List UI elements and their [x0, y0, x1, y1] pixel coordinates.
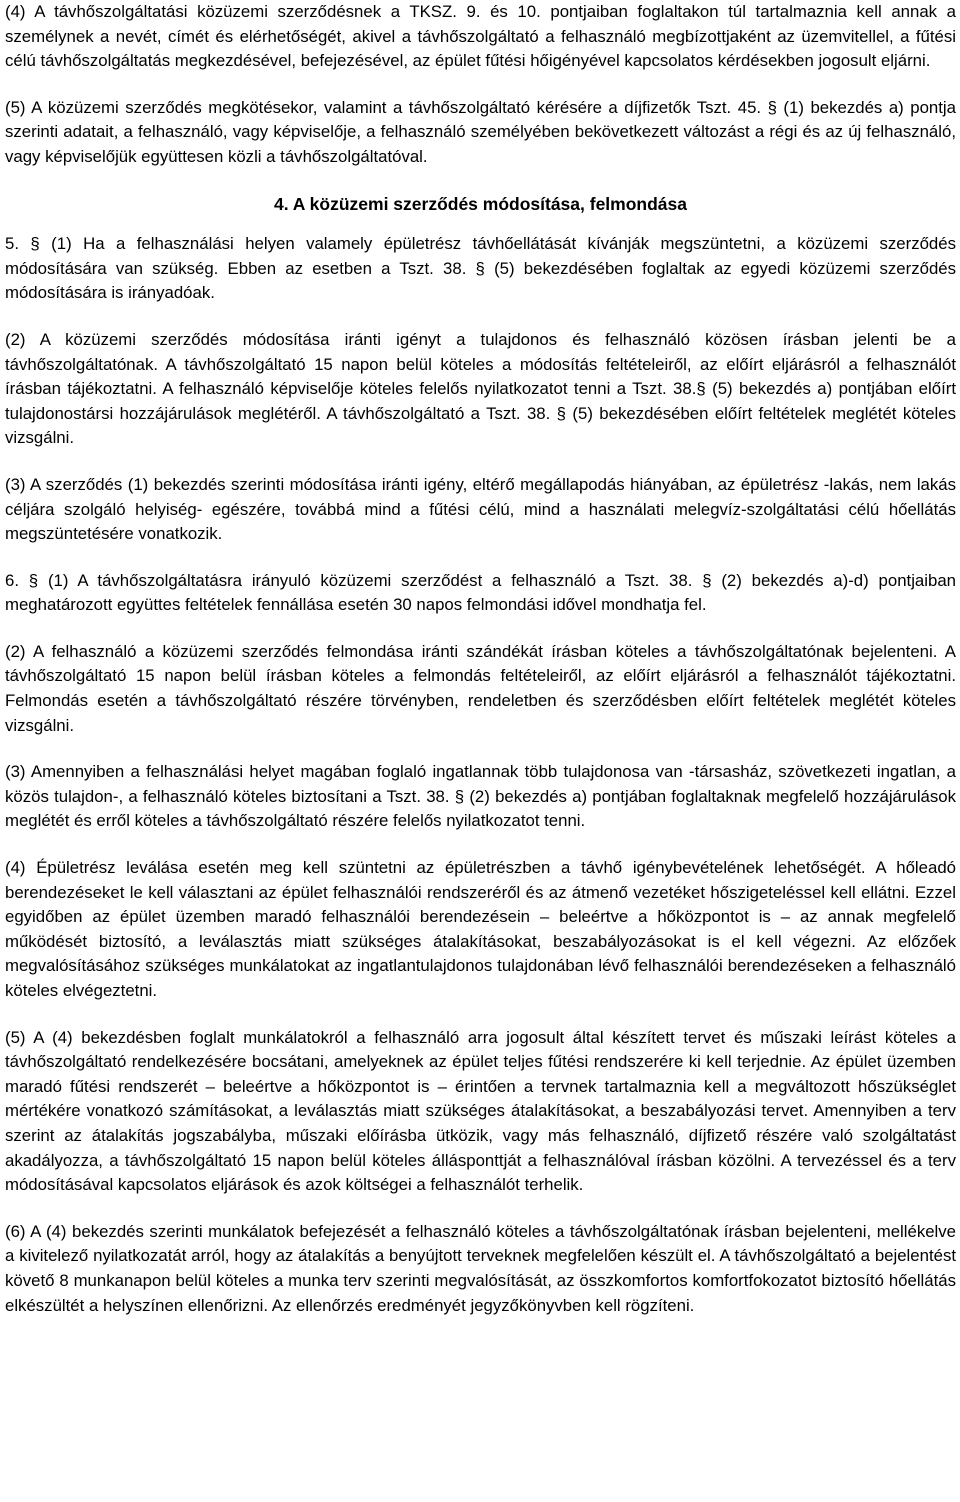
paragraph-6-4: (4) Épületrész leválása esetén meg kell szüntetni az épületrészben a távhő igénybevételének lehetőségét. A hőleadó berendezéseket le kell választani az épület felhasználói rendszeréről és az átmenő vezetéket hőszigeteléssel kell ellátni. Ezzel egyidőben az épület üzemben maradó felhasználói berendezésein – beleértve a hőközpontot is – az annak megfelelő működését biztosító, a leválasztás miatt szükséges átalakításokat, beszabályozásokat is el kell végezni. Az előzőek megvalósításához szükséges munkálatokat az ingatlantulajdonos tulajdonában lévő felhasználói berendezéseken a felhasználó köteles elvégeztetni.	[5, 858, 956, 1000]
paragraph-5-1: 5. § (1) Ha a felhasználási helyen valamely épületrész távhőellátását kívánják megszüntetni, a közüzemi szerződés módosítására van szükség. Ebben az esetben a Tszt. 38. § (5) bekezdésében foglaltak az egyedi közüzemi szerződés módosítására is irányadóak.	[5, 234, 956, 303]
paragraph-5-3: (3) A szerződés (1) bekezdés szerinti módosítása iránti igény, eltérő megállapodás hiányában, az épületrész -lakás, nem lakás céljára szolgáló helyiség- egészére, továbbá mind a fűtési célú, mind a használati melegvíz-szolgáltatási célú hőellátás megszüntetésére vonatkozik.	[5, 474, 956, 544]
paragraph-6-3: (3) Amennyiben a felhasználási helyet magában foglaló ingatlannak több tulajdonosa van -társasház, szövetkezeti ingatlan, a közös tulajdon-, a felhasználó köteles biztosítani a Tszt. 38. § (2) bekezdés a) pontjában foglaltaknak megfelelő hozzájárulások meglétét és erről köteles a távhőszolgáltató részére felelős nyilatkozatot tenni.	[5, 762, 956, 831]
paragraph-6-5: (5) A (4) bekezdésben foglalt munkálatokról a felhasználó arra jogosult által készített tervet és műszaki leírást köteles a távhőszolgáltató rendelkezésére bocsátani, amelyeknek az épület teljes fűtési rendszerére ki kell terjednie. Az épület üzemben maradó fűtési rendszerét – beleértve a hőközpontot is – érintően a tervnek tartalmaznia kell a megváltozott hőszükséglet mértékére vonatkozó számításokat, a leválasztás miatt szükséges átalakításokat, a beszabályozási tervet. Amennyiben a terv szerint az átalakítás jogszabályba, műszaki előírásba ütközik, vagy más felhasználó, díjfizető részére való szolgáltatást akadályozza, a távhőszolgáltató 15 napon belül köteles állásponttját a felhasználóval írásban közölni. A tervezéssel és a terv módosításával kapcsolatos eljárások és azok költségei a felhasználót terhelik.	[5, 1027, 956, 1195]
paragraph-5: (5) A közüzemi szerződés megkötésekor, valamint a távhőszolgáltató kérésére a díjfizetők Tszt. 45. § (1) bekezdés a) pontja szerinti adatait, a felhasználó, vagy képviselője, a felhasználó személyében bekövetkezett változást a régi és az új felhasználó, vagy képviselőjük együttesen közli a távhőszolgáltatóval.	[5, 97, 956, 166]
paragraph-4: (4) A távhőszolgáltatási közüzemi szerződésnek a TKSZ. 9. és 10. pontjaiban foglaltakon túl tartalmaznia kell annak a személynek a nevét, címét és elérhetőségét, akivel a távhőszolgáltató a felhasználó megbízottjaként az üzemvitellel, a fűtési célú távhőszolgáltatás megkezdésével, befejezésével, az épület fűtési hőigényével kapcsolatos kérdésekben jogosult eljárni.	[5, 2, 956, 71]
paragraph-5-2: (2) A közüzemi szerződés módosítása iránti igényt a tulajdonos és felhasználó közösen írásban jelenti be a távhőszolgáltatónak. A távhőszolgáltató 15 napon belül köteles a módosítás feltételeiről, az előírt eljárásról a felhasználót írásban tájékoztatni. A felhasználó képviselője köteles felelős nyilatkozatot tenni a Tszt. 38.§ (5) bekezdés a) pontjában előírt tulajdonostársi hozzájárulások meglétéről. A távhőszolgáltató a Tszt. 38. § (5) bekezdésében előírt feltételek meglétét köteles vizsgálni.	[5, 329, 956, 448]
paragraph-6-1: 6. § (1) A távhőszolgáltatásra irányuló közüzemi szerződést a felhasználó a Tszt. 38. § (2) bekezdés a)-d) pontjaiban meghatározott együttes feltételek fennállása esetén 30 napos felmondási idővel mondhatja fel.	[5, 570, 956, 615]
section-heading: 4. A közüzemi szerződés módosítása, felmondása	[274, 193, 687, 214]
paragraph-6-2: (2) A felhasználó a közüzemi szerződés felmondása iránti szándékát írásban köteles a távhőszolgáltatónak bejelenteni. A távhőszolgáltató 15 napon belül írásban köteles a felmondás feltételeiről, az előírt eljárásról a felhasználót tájékoztatni. Felmondás esetén a távhőszolgáltató részére törvényben, rendeletben és szerződésben előírt feltételek meglétét köteles vizsgálni.	[5, 641, 956, 735]
paragraph-6-6: (6) A (4) bekezdés szerinti munkálatok befejezését a felhasználó köteles a távhőszolgáltatónak írásban bejelenteni, mellékelve a kivitelező nyilatkozatát arról, hogy az átalakítás a benyújtott terveknek megfelelően készült el. A távhőszolgáltató a bejelentést követő 8 munkanapon belül köteles a munka terv szerinti megvalósítását, az összkomfortos komfortfokozatot biztosító hőellátás elkészültét a helyszínen ellenőrizni. Az ellenőrzés eredményét jegyzőkönyvben kell rögzíteni.	[5, 1221, 956, 1315]
